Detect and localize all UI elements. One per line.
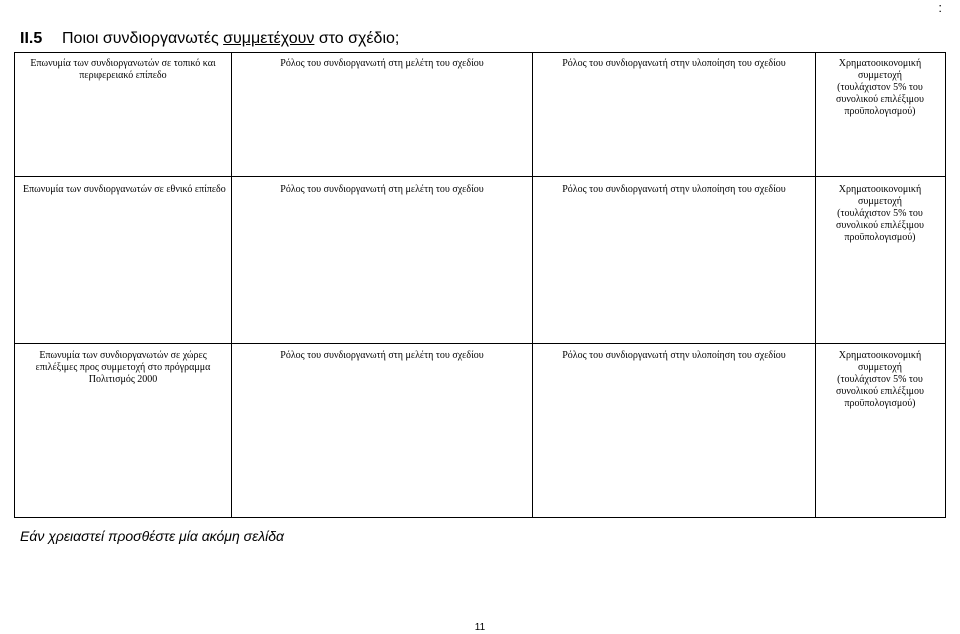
column-divider xyxy=(815,53,816,517)
column-divider xyxy=(532,53,533,517)
co-organisers-table xyxy=(14,52,946,518)
section-2-study-role-header: Ρόλος του συνδιοργανωτή στη μελέτη του σχεδίου xyxy=(280,184,484,195)
section-1-name-header: Επωνυμία των συνδιοργανωτών σε τοπικό και περιφερειακό επίπεδο xyxy=(30,58,216,81)
section-2-implementation-role-header: Ρόλος του συνδιοργανωτή στην υλοποίηση του σχεδίου xyxy=(562,184,786,195)
heading-text-after: στο σχέδιο; xyxy=(314,30,400,47)
heading-text-underlined: συμμετέχουν xyxy=(223,30,315,47)
section-2-financial-header: Χρηματοοικονομική συμμετοχή (τουλάχιστον 5% του συνολικού επιλέξιμου προϋπολογισμού) xyxy=(836,184,924,243)
section-3-implementation-role-header: Ρόλος του συνδιοργανωτή στην υλοποίηση του σχεδίου xyxy=(562,350,786,361)
column-divider xyxy=(231,53,232,517)
section-number: II.5 xyxy=(20,30,43,47)
section-1-study-role-header: Ρόλος του συνδιοργανωτή στη μελέτη του σχεδίου xyxy=(280,58,484,69)
footer-note: Εάν χρειαστεί προσθέστε μία ακόμη σελίδα xyxy=(20,528,284,544)
section-1-financial-header: Χρηματοοικονομική συμμετοχή (τουλάχιστον 5% του συνολικού επιλέξιμου προϋπολογισμού) xyxy=(836,58,924,117)
top-mark: : xyxy=(938,0,942,15)
section-1-implementation-role-header: Ρόλος του συνδιοργανωτή στην υλοποίηση του σχεδίου xyxy=(562,58,786,69)
row-divider xyxy=(15,176,945,177)
section-heading xyxy=(20,30,399,48)
row-divider xyxy=(15,343,945,344)
section-3-study-role-header: Ρόλος του συνδιοργανωτή στη μελέτη του σχεδίου xyxy=(280,350,484,361)
page-number: 11 xyxy=(474,622,486,633)
section-2-name-header: Επωνυμία των συνδιοργανωτών σε εθνικό επίπεδο xyxy=(23,184,226,195)
heading-text-before: Ποιοι συνδιοργανωτές xyxy=(62,30,224,47)
section-3-name-header: Επωνυμία των συνδιοργανωτών σε χώρες επιλέξιμες προς συμμετοχή στο πρόγραμμα Πολιτισμός 2000 xyxy=(35,350,211,385)
section-3-financial-header: Χρηματοοικονομική συμμετοχή (τουλάχιστον 5% του συνολικού επιλέξιμου προϋπολογισμού) xyxy=(836,350,924,409)
